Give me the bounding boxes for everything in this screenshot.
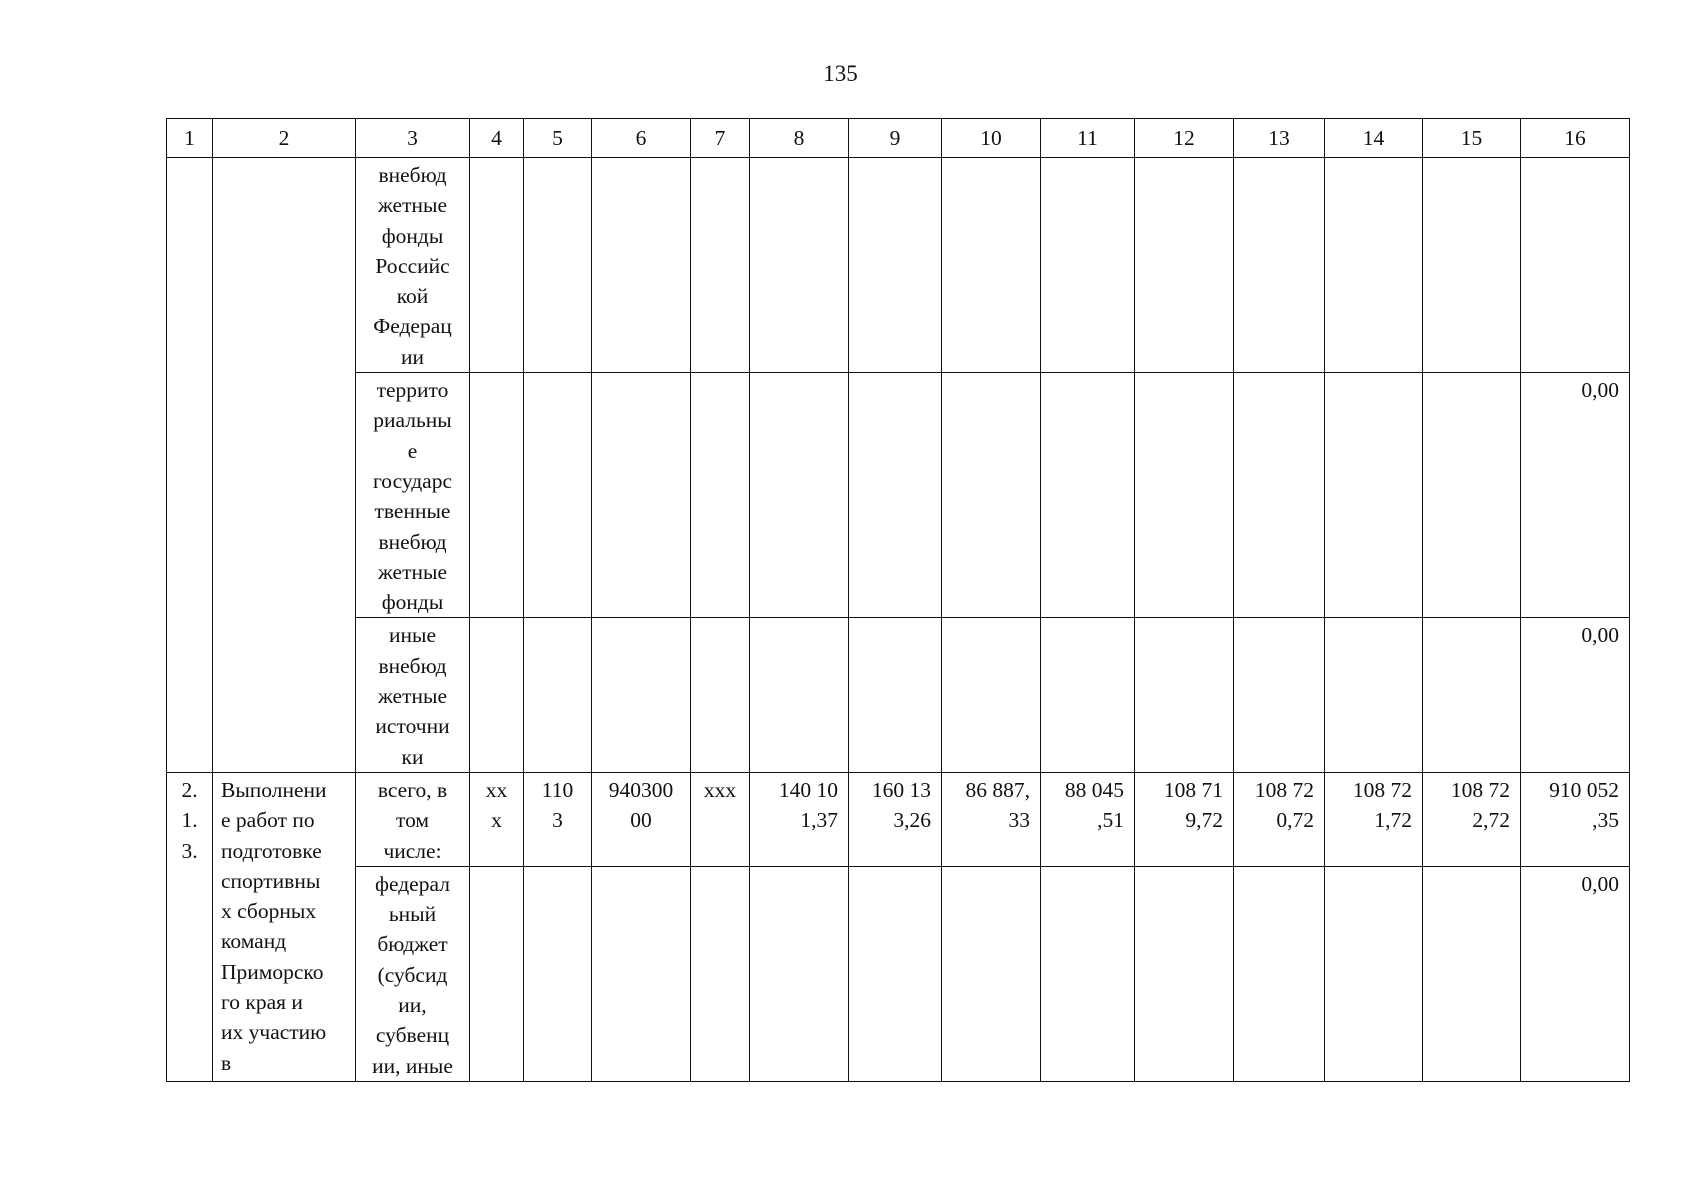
cell — [470, 866, 524, 1081]
column-header: 5 — [524, 119, 592, 158]
cell — [1325, 866, 1423, 1081]
cell — [1041, 866, 1135, 1081]
column-number-row — [167, 119, 1630, 158]
cell — [1521, 158, 1630, 373]
cell-item-name — [213, 158, 356, 773]
column-header: 8 — [750, 119, 849, 158]
cell — [750, 618, 849, 772]
cell — [1423, 866, 1521, 1081]
cell — [470, 158, 524, 373]
cell — [1234, 373, 1325, 618]
cell — [592, 618, 691, 772]
cell — [849, 866, 942, 1081]
cell-col11: 88 045 ,51 — [1041, 772, 1135, 866]
cell-item-number: 2. 1. 3. — [167, 772, 213, 1081]
column-header: 11 — [1041, 119, 1135, 158]
cell — [1135, 373, 1234, 618]
column-header: 15 — [1423, 119, 1521, 158]
column-header: 16 — [1521, 119, 1630, 158]
cell — [750, 158, 849, 373]
cell — [470, 618, 524, 772]
cell-col15: 108 72 2,72 — [1423, 772, 1521, 866]
column-header: 9 — [849, 119, 942, 158]
cell — [750, 866, 849, 1081]
cell-col5: 110 3 — [524, 772, 592, 866]
column-header: 2 — [213, 119, 356, 158]
cell — [849, 618, 942, 772]
table-row — [167, 373, 1630, 618]
cell — [942, 158, 1041, 373]
column-header: 10 — [942, 119, 1041, 158]
cell-funding-source: внебюд жетные фонды Российс кой Федерац ии — [356, 158, 470, 373]
cell-col14: 108 72 1,72 — [1325, 772, 1423, 866]
column-header: 1 — [167, 119, 213, 158]
cell — [1325, 373, 1423, 618]
cell — [470, 373, 524, 618]
table-row — [167, 618, 1630, 772]
cell-item-name: Выполнени е работ по подготовке спортивны х сборных команд Приморско го края и их участию в — [213, 772, 356, 1081]
budget-table — [166, 118, 1630, 1082]
cell — [1135, 866, 1234, 1081]
table-row — [167, 158, 1630, 373]
cell — [691, 866, 750, 1081]
cell — [524, 866, 592, 1081]
cell-item-number — [167, 158, 213, 773]
cell — [524, 373, 592, 618]
cell-funding-source: федерал ьный бюджет (субсид ии, субвенц ии, иные — [356, 866, 470, 1081]
cell — [849, 373, 942, 618]
cell-funding-source: иные внебюд жетные источни ки — [356, 618, 470, 772]
cell — [849, 158, 942, 373]
column-header: 4 — [470, 119, 524, 158]
cell — [1135, 158, 1234, 373]
cell — [1135, 618, 1234, 772]
table-row — [167, 866, 1630, 1081]
cell — [1234, 866, 1325, 1081]
column-header: 6 — [592, 119, 691, 158]
cell — [524, 618, 592, 772]
cell-funding-source: всего, в том числе: — [356, 772, 470, 866]
cell-total: 0,00 — [1521, 866, 1630, 1081]
cell-total: 910 052 ,35 — [1521, 772, 1630, 866]
cell — [524, 158, 592, 373]
cell — [1041, 373, 1135, 618]
table-row — [167, 772, 1630, 866]
cell — [1423, 373, 1521, 618]
column-header: 14 — [1325, 119, 1423, 158]
cell — [592, 373, 691, 618]
cell — [691, 158, 750, 373]
cell — [691, 618, 750, 772]
cell — [750, 373, 849, 618]
page-number: 135 — [823, 61, 858, 86]
cell-col4: xx x — [470, 772, 524, 866]
cell-col7: xxx — [691, 772, 750, 866]
cell — [1234, 158, 1325, 373]
column-header: 3 — [356, 119, 470, 158]
cell-col13: 108 72 0,72 — [1234, 772, 1325, 866]
column-header: 7 — [691, 119, 750, 158]
cell-col8: 140 10 1,37 — [750, 772, 849, 866]
cell-funding-source: террито риальны е государс твенные внебюд жетные фонды — [356, 373, 470, 618]
cell — [1325, 158, 1423, 373]
cell-col9: 160 13 3,26 — [849, 772, 942, 866]
cell — [1041, 158, 1135, 373]
cell — [1325, 618, 1423, 772]
cell — [1234, 618, 1325, 772]
column-header: 13 — [1234, 119, 1325, 158]
cell — [942, 866, 1041, 1081]
column-header: 12 — [1135, 119, 1234, 158]
cell — [1423, 158, 1521, 373]
cell — [942, 618, 1041, 772]
cell — [1423, 618, 1521, 772]
cell-col6: 940300 00 — [592, 772, 691, 866]
cell — [942, 373, 1041, 618]
cell — [592, 158, 691, 373]
cell-col12: 108 71 9,72 — [1135, 772, 1234, 866]
cell-total: 0,00 — [1521, 618, 1630, 772]
cell-total: 0,00 — [1521, 373, 1630, 618]
cell — [1041, 618, 1135, 772]
cell — [592, 866, 691, 1081]
cell-col10: 86 887, 33 — [942, 772, 1041, 866]
cell — [691, 373, 750, 618]
